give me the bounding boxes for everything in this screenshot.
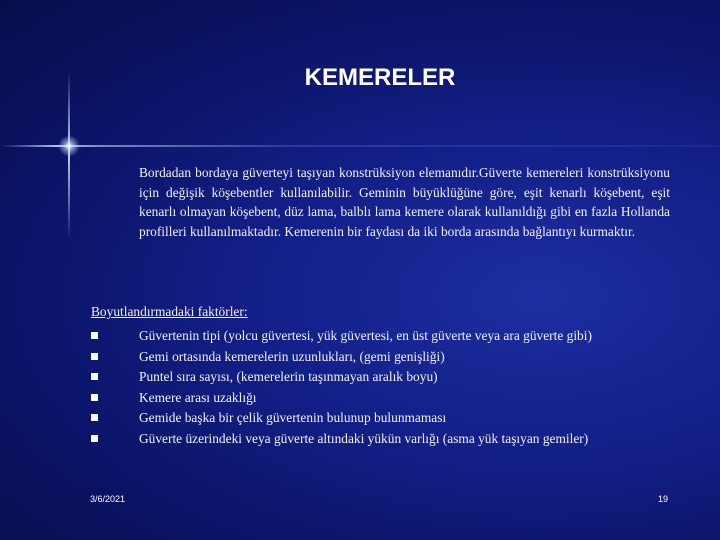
- list-item: [91, 326, 656, 347]
- list-item: [91, 429, 656, 450]
- list-item: [91, 347, 656, 368]
- list-item: [91, 367, 656, 388]
- square-bullet-icon: [91, 435, 98, 442]
- square-bullet-icon: [91, 353, 98, 360]
- square-bullet-icon: [91, 332, 98, 339]
- list-item-text: Gemide başka bir çelik güvertenin bulunup bulunmaması: [139, 410, 447, 425]
- factor-list: [91, 326, 656, 449]
- list-item-text: Güverte üzerindeki veya güverte altındaki yükün varlığı (asma yük taşıyan gemiler): [139, 430, 589, 446]
- list-item-text: Kemere arası uzaklığı: [139, 389, 257, 405]
- list-item: [91, 388, 656, 409]
- slide-title: KEMERELER: [304, 64, 456, 91]
- decorative-light-line-horizontal: [0, 145, 720, 147]
- square-bullet-icon: [91, 373, 98, 380]
- square-bullet-icon: [91, 394, 98, 401]
- list-item-text: Güvertenin tipi (yolcu güvertesi, yük güvertesi, en üst güverte veya ara güverte gibi): [139, 328, 592, 343]
- list-item-text: Puntel sıra sayısı, (kemerelerin taşınmayan aralık boyu): [139, 369, 438, 384]
- intro-paragraph: Bordadan bordaya güverteyi taşıyan konstrüksiyon elemanıdır.Güverte kemereleri konstrüksiyonu için değişik köşebentler kullanılabilir. Geminin büyüklüğüne göre, eşit kenarlı köşebent, eşit kenarlı olmayan köşebent, düz lama, balblı lama kemere olarak kullanıldığı gibi en fazla Hollanda profilleri kullanılmaktadır. Kemerenin bir faydası da iki borda arasında bağlantıyı kurmaktır.: [139, 165, 670, 239]
- list-item-text: Gemi ortasında kemerelerin uzunlukları, (gemi genişliği): [139, 348, 445, 364]
- list-item: [91, 408, 656, 429]
- page-number: 19: [657, 494, 668, 504]
- footer-date: 3/6/2021: [90, 494, 126, 504]
- decorative-star-icon: [58, 135, 80, 157]
- square-bullet-icon: [91, 414, 98, 421]
- factors-heading: Boyutlandırmadaki faktörler:: [91, 304, 248, 319]
